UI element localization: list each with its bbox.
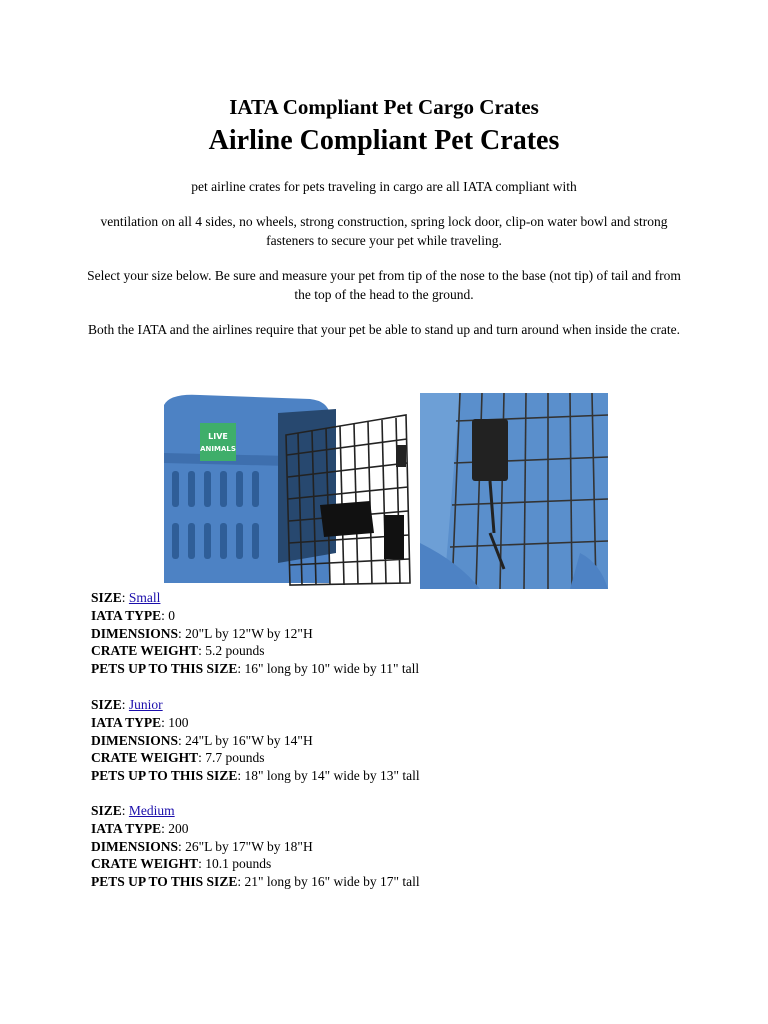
page-title: IATA Compliant Pet Cargo Crates [229,95,539,119]
pets-size-line: PETS UP TO THIS SIZE: 16" long by 10" wide by 11" tall [91,661,420,677]
size-spec-junior [91,696,420,785]
crate-photos [160,393,608,589]
door-closeup-photo [420,393,608,589]
water-bowl [320,501,374,537]
dimensions-line: DIMENSIONS: 24"L by 16"W by 14"H [91,732,313,748]
iata-type-line: IATA TYPE: 100 [91,714,189,730]
iata-type-line: IATA TYPE: 0 [91,607,176,623]
size-link-junior[interactable]: Junior [128,697,163,712]
iata-type-line: IATA TYPE: 200 [91,820,189,836]
size-line: SIZE: Medium [91,803,175,818]
size-spec-medium [91,802,420,891]
intro-paragraph-1: pet airline crates for pets traveling in cargo are all IATA compliant with [191,179,577,194]
page-subtitle: Airline Compliant Pet Crates [208,125,560,156]
size-link-medium[interactable]: Medium [128,803,175,818]
size-spec-small [91,589,419,678]
size-line: SIZE: Small [91,590,161,605]
crate-weight-line: CRATE WEIGHT: 7.7 pounds [91,750,265,766]
crate-front-photo [160,393,412,589]
intro-paragraph-4: Both the IATA and the airlines require that your pet be able to stand up and turn around when inside the crate. [88,322,680,337]
sticker-text-1: LIVE [208,432,228,441]
dimensions-line: DIMENSIONS: 20"L by 12"W by 12"H [91,625,313,641]
pets-size-line: PETS UP TO THIS SIZE: 18" long by 14" wide by 13" tall [91,768,420,784]
dimensions-line: DIMENSIONS: 26"L by 17"W by 18"H [91,838,313,854]
crate-photo-illustration [160,393,608,589]
size-line: SIZE: Junior [91,697,163,712]
crate-weight-line: CRATE WEIGHT: 10.1 pounds [91,856,272,872]
intro-paragraph-3: Select your size below. Be sure and measure your pet from tip of the nose to the base (not tip) of tail and from the top of the head to the ground. [87,268,681,302]
intro-paragraph-2: ventilation on all 4 sides, no wheels, strong construction, spring lock door, clip-on water bowl and strong fasteners to secure your pet while traveling. [100,214,668,248]
live-animals-sticker [200,423,236,461]
size-link-small[interactable]: Small [128,590,161,605]
pets-size-line: PETS UP TO THIS SIZE: 21" long by 16" wide by 17" tall [91,874,420,890]
sticker-text-2: ANIMALS [200,445,236,453]
crate-weight-line: CRATE WEIGHT: 5.2 pounds [91,643,265,659]
